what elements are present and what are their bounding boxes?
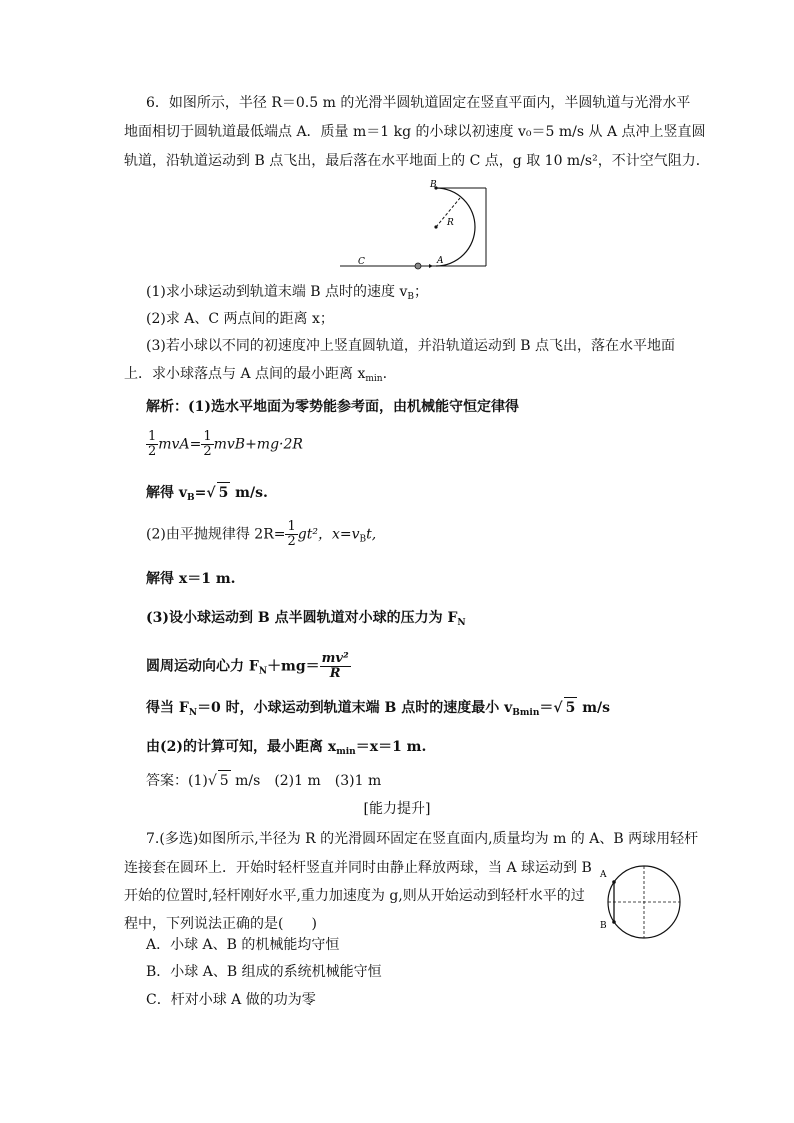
q7-option-a: A．小球 A、B 的机械能均守恒 <box>146 937 340 953</box>
ball-b <box>612 920 616 924</box>
q7-line-1: 7.(多选)如图所示,半径为 R 的光滑圆环固定在竖直面内,质量均为 m 的 A、B 两球用轻杆 <box>146 831 699 847</box>
q7-option-b: B．小球 A、B 组成的系统机械能守恒 <box>146 964 382 980</box>
half-fraction: $\frac{1}{2}$ <box>148 429 157 459</box>
q6-figure <box>330 178 500 273</box>
q6-sub2: (2)求 A、C 两点间的距离 x； <box>146 311 334 327</box>
q7-line-4: 程中，下列说法正确的是( ) <box>124 916 317 932</box>
semicircle-track <box>436 188 475 266</box>
q7-line-3: 开始的位置时,轻杆刚好水平,重力加速度为 g,则从开始运动到轻杆水平的过 <box>124 888 585 904</box>
solution-centripetal: 圆周运动向心力 $F_N+mg=$ $\frac{\text{mv²}}{R}$ <box>146 651 349 681</box>
ball-a <box>612 880 616 884</box>
label-b: B <box>430 180 437 190</box>
q6-sub3-b: 上．求小球落点与 A 点间的最小距离 $x_{min}$. <box>124 366 388 384</box>
q6-line-3: 轨道，沿轨道运动到 B 点飞出，最后落在水平地面上的 C 点，g 取 10 m/s²，不计空气阻力． <box>124 153 710 169</box>
solution-fn: (3)设小球运动到 B 点半圆轨道对小球的压力为 $F_N$ <box>146 610 466 628</box>
q7-figure <box>596 860 686 944</box>
q6-line-1: 6．如图所示，半径 R＝0.5 m 的光滑半圆轨道固定在竖直平面内，半圆轨道与光滑水平 <box>146 95 691 111</box>
solution-vb: 解得 $v_B=√$ 5 m/s. <box>146 482 268 508</box>
half-fraction-2: $\frac{1}{2}$ <box>203 429 212 459</box>
q7-option-c: C．杆对小球 A 做的功为零 <box>146 992 316 1008</box>
q6-sub3-a: (3)若小球以不同的初速度冲上竖直圆轨道，并沿轨道运动到 B 点飞出，落在水平地面 <box>146 338 676 354</box>
q6-sub1: (1)求小球运动到轨道末端 B 点时的速度 $v_B$； <box>146 284 429 302</box>
label-b: B <box>600 921 607 931</box>
solution-x: 解得 x＝1 m. <box>146 571 236 587</box>
mv2-fraction: $\frac{\text{mv²}}{R}$ <box>321 651 349 681</box>
solution-eq1: $\frac{1}{2}$ mvA= $\frac{1}{2}$ mvB+mg·2R <box>148 429 303 459</box>
q6-line-2: 地面相切于圆轨道最低端点 A．质量 m＝1 kg 的小球以初速度 v₀＝5 m/s 从 A 点冲上竖直圆 <box>124 124 706 140</box>
half-fraction-3: $\frac{1}{2}$ <box>287 519 296 549</box>
solution-answer: 答案：(1)√ 5 m/s (2)1 m (3)1 m <box>146 770 381 791</box>
label-a: A <box>600 870 607 880</box>
label-a: A <box>437 256 444 266</box>
solution-intro: 解析：(1)选水平地面为零势能参考面，由机械能守恒定律得 <box>146 399 519 415</box>
label-c: C <box>358 257 365 267</box>
section-title: [能力提升] <box>363 801 431 817</box>
solution-vbmin: 得当 $F_N=0$ 时，小球运动到轨道末端 B 点时的速度最小 $v_{Bmin}=√$ 5 m/s <box>146 697 610 723</box>
solution-xmin: 由(2)的计算可知，最小距离 $x_{min}=x=1$ m. <box>146 739 427 757</box>
label-r: R <box>447 218 454 228</box>
ball <box>415 263 421 269</box>
solution-projectile: (2)由平抛规律得 2R= $\frac{1}{2}$ gt²，$x=v_Bt$, <box>146 519 377 549</box>
center-dot <box>434 225 437 228</box>
q7-line-2: 连接套在圆环上．开始时轻杆竖直并同时由静止释放两球，当 A 球运动到 B <box>124 860 592 876</box>
arrow-head <box>429 264 433 268</box>
